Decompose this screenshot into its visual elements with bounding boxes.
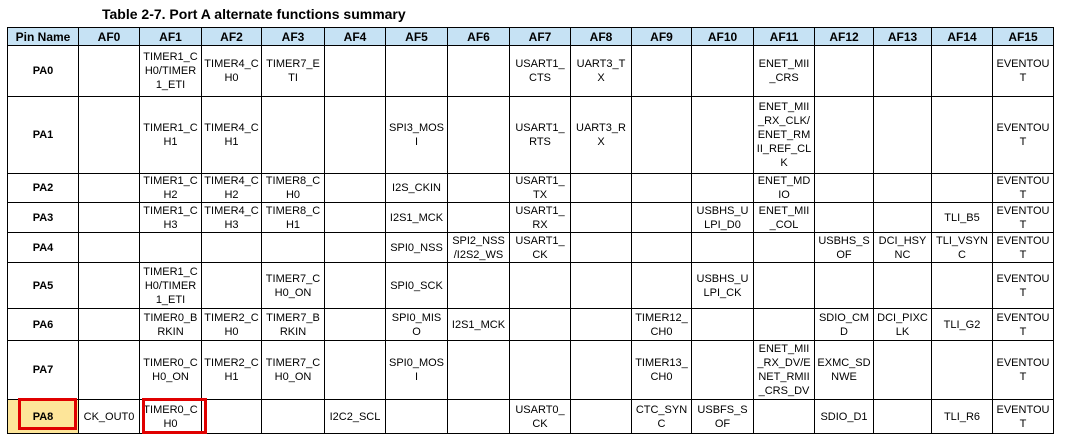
pa8-pin-highlight	[18, 398, 77, 430]
af-cell-text: ENET_MII _RX_DV/E NET_RMII _CRS_DV	[757, 343, 811, 397]
table-row	[8, 174, 1054, 203]
af-cell	[510, 233, 571, 263]
af-cell	[932, 46, 993, 97]
af-cell-text: EVENTOU T	[996, 357, 1050, 383]
af-cell	[993, 263, 1054, 309]
af-cell-text: EVENTOU T	[996, 234, 1050, 261]
af-cell	[448, 309, 510, 341]
af-cell	[571, 309, 632, 341]
af-cell	[632, 174, 692, 203]
af-cell	[325, 309, 386, 341]
af-cell-text: TIMER2_C H1	[204, 357, 259, 383]
af-cell	[993, 341, 1054, 400]
af-cell	[140, 97, 202, 174]
af-cell-text: USBHS_S OF	[818, 234, 870, 261]
af-cell	[993, 309, 1054, 341]
af-cell-text: TIMER0_C H0_ON	[143, 357, 198, 383]
af-cell-text: USART1_ RX	[515, 204, 565, 231]
af-cell-text: TIMER8_C H0	[265, 175, 321, 201]
af-cell	[140, 46, 202, 97]
af-cell	[79, 309, 140, 341]
af-cell	[386, 263, 448, 309]
af-cell	[325, 400, 386, 434]
pin-name-cell: PA3	[8, 203, 79, 233]
af-cell-text: TIMER12_ CH0	[635, 311, 688, 338]
af-cell	[692, 400, 754, 434]
af-cell-text: SPI0_NSS	[390, 241, 443, 254]
af-cell-text: I2S1_MCK	[389, 211, 444, 224]
af-cell-text: I2C2_SCL	[329, 410, 381, 423]
af-cell-text: USART1_ CTS	[515, 58, 565, 84]
af-cell	[692, 97, 754, 174]
af-cell-text: EVENTOU T	[996, 403, 1050, 430]
af-cell	[202, 263, 262, 309]
af-cell	[815, 174, 874, 203]
af-cell	[386, 46, 448, 97]
af-cell	[140, 263, 202, 309]
column-header-af10: AF10	[692, 28, 754, 46]
af-cell-text: EVENTOU T	[996, 175, 1050, 201]
af-cell-text: USART1_ RTS	[515, 122, 565, 148]
af-cell	[932, 309, 993, 341]
af-cell	[571, 203, 632, 233]
af-cell-text: TIMER7_B RKIN	[266, 311, 320, 338]
af-cell-text: TIMER4_C H0	[204, 58, 259, 84]
af-cell-text: UART3_T X	[576, 58, 626, 84]
af-cell	[202, 174, 262, 203]
af-cell-text: EXMC_SD NWE	[817, 357, 871, 383]
af-cell-text: DCI_HSY NC	[878, 234, 927, 261]
af-cell	[386, 203, 448, 233]
af-cell-text: TIMER0_B RKIN	[143, 311, 198, 338]
af-cell-text: TIMER1_C H3	[143, 204, 198, 231]
af-cell-text: TIMER0_C H0	[143, 403, 198, 430]
af-cell-text: TIMER1_C H0/TIMER 1_ETI	[143, 51, 198, 91]
af-cell	[202, 97, 262, 174]
af-cell-text: I2S_CKIN	[392, 182, 441, 194]
af-cell	[932, 263, 993, 309]
af-cell-text: TIMER1_C H0/TIMER 1_ETI	[143, 265, 198, 306]
af-cell	[79, 341, 140, 400]
af-cell	[262, 309, 325, 341]
af-cell-text: USART1_ TX	[515, 175, 565, 201]
column-header-af15: AF15	[993, 28, 1054, 46]
af-cell	[754, 174, 815, 203]
af-cell-text: USBHS_U LPI_CK	[696, 272, 749, 299]
af-cell	[571, 263, 632, 309]
af-cell-text: TLI_VSYN C	[936, 234, 988, 261]
af-cell-text: ENET_MII _CRS	[758, 58, 810, 84]
af-cell-text: ENET_MII _RX_CLK/ ENET_RM II_REF_CL K	[756, 101, 812, 169]
column-header-af0: AF0	[79, 28, 140, 46]
af-cell	[571, 341, 632, 400]
af-cell-text: EVENTOU T	[996, 311, 1050, 338]
af-cell	[754, 97, 815, 174]
table-caption: Table 2-7. Port A alternate functions summary	[102, 6, 406, 22]
af-cell	[386, 400, 448, 434]
af-cell-text: SPI0_MOS I	[388, 357, 445, 383]
af-cell	[874, 174, 932, 203]
af-cell	[874, 97, 932, 174]
af-cell-text: EVENTOU T	[996, 58, 1050, 84]
alternate-functions-table	[7, 27, 1054, 434]
af-cell	[632, 233, 692, 263]
af-cell	[754, 233, 815, 263]
af-cell	[993, 46, 1054, 97]
column-header-pin-name: Pin Name	[8, 28, 79, 46]
af-cell	[632, 309, 692, 341]
pin-name-cell: PA8	[8, 400, 79, 434]
af-cell	[692, 203, 754, 233]
af-cell	[79, 174, 140, 203]
af-cell-text: TLI_R6	[943, 410, 981, 423]
af-cell	[202, 341, 262, 400]
af-cell	[754, 203, 815, 233]
af-cell	[202, 309, 262, 341]
af-cell	[815, 203, 874, 233]
af-cell	[632, 263, 692, 309]
af-cell	[386, 97, 448, 174]
af-cell-text: TIMER1_C H1	[143, 122, 198, 148]
af-cell-text: TIMER13_ CH0	[635, 357, 688, 383]
column-header-af9: AF9	[632, 28, 692, 46]
af-cell	[325, 341, 386, 400]
af-cell	[692, 341, 754, 400]
af-cell-text: SPI2_NSS /I2S2_WS	[452, 234, 505, 261]
af-cell	[325, 46, 386, 97]
af-cell	[79, 233, 140, 263]
af-cell	[993, 174, 1054, 203]
af-cell	[448, 263, 510, 309]
af-cell-text: TIMER4_C H2	[204, 175, 259, 201]
af-cell	[448, 233, 510, 263]
af-cell-text: SDIO_CM D	[818, 311, 870, 338]
af-cell-text: ENET_MII _COL	[758, 204, 810, 231]
column-header-af3: AF3	[262, 28, 325, 46]
af-cell	[79, 400, 140, 434]
af-cell	[510, 174, 571, 203]
af-cell	[692, 263, 754, 309]
af-cell	[202, 400, 262, 434]
pin-name-cell: PA1	[8, 97, 79, 174]
af-cell	[140, 203, 202, 233]
af-cell-text: ENET_MD IO	[757, 175, 811, 201]
af-cell	[262, 203, 325, 233]
pin-name-cell: PA7	[8, 341, 79, 400]
af-cell	[993, 400, 1054, 434]
af-cell	[510, 263, 571, 309]
af-cell	[874, 203, 932, 233]
af-cell	[325, 174, 386, 203]
af-cell	[448, 97, 510, 174]
table-row	[8, 341, 1054, 400]
af-cell-text: TIMER7_C H0_ON	[265, 272, 321, 299]
af-cell-text: CK_OUT0	[83, 410, 135, 423]
af-cell	[874, 263, 932, 309]
af-cell-text: EVENTOU T	[996, 122, 1050, 148]
af-cell	[448, 400, 510, 434]
af-cell	[754, 400, 815, 434]
af-cell	[932, 400, 993, 434]
af-cell	[874, 341, 932, 400]
column-header-af4: AF4	[325, 28, 386, 46]
af-cell	[325, 97, 386, 174]
pa8-af1-highlight	[142, 398, 207, 434]
af-cell	[510, 400, 571, 434]
column-header-af1: AF1	[140, 28, 202, 46]
af-cell-text: TLI_G2	[943, 318, 981, 331]
af-cell	[815, 233, 874, 263]
af-cell-text: I2S1_MCK	[451, 318, 506, 331]
af-cell	[874, 46, 932, 97]
af-cell	[79, 46, 140, 97]
af-cell	[202, 46, 262, 97]
af-cell	[510, 341, 571, 400]
af-cell	[510, 97, 571, 174]
af-cell	[386, 309, 448, 341]
af-cell	[692, 309, 754, 341]
af-cell	[202, 203, 262, 233]
af-cell-text: TIMER7_E TI	[266, 58, 320, 84]
af-cell	[140, 233, 202, 263]
af-cell	[754, 46, 815, 97]
af-cell	[754, 263, 815, 309]
af-cell	[325, 233, 386, 263]
af-cell-text: UART3_R X	[576, 122, 626, 148]
af-cell	[815, 46, 874, 97]
af-cell	[754, 309, 815, 341]
af-cell-text: TIMER1_C H2	[143, 175, 198, 201]
af-cell	[448, 203, 510, 233]
af-cell	[79, 203, 140, 233]
table-row	[8, 309, 1054, 341]
af-cell	[932, 341, 993, 400]
af-cell	[932, 97, 993, 174]
af-cell	[692, 233, 754, 263]
af-cell	[932, 174, 993, 203]
pin-name-cell: PA5	[8, 263, 79, 309]
column-header-af13: AF13	[874, 28, 932, 46]
af-cell	[571, 174, 632, 203]
column-header-af7: AF7	[510, 28, 571, 46]
af-cell	[262, 341, 325, 400]
af-cell-text: TIMER2_C H0	[204, 311, 259, 338]
af-cell-text: EVENTOU T	[996, 204, 1050, 231]
af-cell	[571, 400, 632, 434]
af-cell	[325, 263, 386, 309]
af-cell	[874, 233, 932, 263]
af-cell	[202, 233, 262, 263]
af-cell	[79, 263, 140, 309]
af-cell-text: DCI_PIXC LK	[877, 311, 928, 338]
af-cell-text: TIMER4_C H1	[204, 122, 259, 148]
af-cell	[448, 341, 510, 400]
af-cell-text: TIMER8_C H1	[265, 204, 321, 231]
af-cell	[386, 341, 448, 400]
af-cell	[932, 203, 993, 233]
af-cell	[571, 46, 632, 97]
af-cell	[79, 97, 140, 174]
pin-name-cell: PA6	[8, 309, 79, 341]
af-cell	[632, 203, 692, 233]
af-cell	[140, 174, 202, 203]
af-cell-text: SPI0_SCK	[390, 279, 443, 292]
af-cell-text: TLI_B5	[944, 211, 980, 224]
af-cell	[815, 309, 874, 341]
af-cell	[993, 203, 1054, 233]
af-cell	[510, 46, 571, 97]
af-cell	[571, 233, 632, 263]
af-cell	[874, 400, 932, 434]
pin-name-cell: PA4	[8, 233, 79, 263]
table-row	[8, 233, 1054, 263]
af-cell	[692, 174, 754, 203]
table-row	[8, 203, 1054, 233]
af-cell	[140, 341, 202, 400]
af-cell-text: CTC_SYN C	[635, 403, 688, 430]
af-cell	[993, 233, 1054, 263]
af-cell	[815, 400, 874, 434]
af-cell	[262, 400, 325, 434]
af-cell	[932, 233, 993, 263]
af-cell	[754, 341, 815, 400]
table-row	[8, 263, 1054, 309]
af-cell	[140, 309, 202, 341]
af-cell	[510, 203, 571, 233]
af-cell	[815, 97, 874, 174]
af-cell-text: USART0_ CK	[515, 403, 565, 430]
af-cell	[815, 263, 874, 309]
column-header-af12: AF12	[815, 28, 874, 46]
af-cell-text: SDIO_D1	[820, 410, 868, 423]
af-cell	[262, 46, 325, 97]
af-cell	[692, 46, 754, 97]
table-row	[8, 46, 1054, 97]
af-cell	[874, 309, 932, 341]
af-cell	[632, 400, 692, 434]
column-header-af2: AF2	[202, 28, 262, 46]
af-cell	[262, 174, 325, 203]
column-header-af8: AF8	[571, 28, 632, 46]
header-row	[8, 28, 1054, 46]
af-cell-text: TIMER7_C H0_ON	[265, 357, 321, 383]
column-header-af11: AF11	[754, 28, 815, 46]
af-cell	[632, 341, 692, 400]
pin-name-cell: PA0	[8, 46, 79, 97]
af-cell	[262, 263, 325, 309]
af-cell	[448, 174, 510, 203]
af-cell-text: USBHS_U LPI_D0	[696, 204, 749, 231]
af-cell	[386, 174, 448, 203]
pin-name-cell: PA2	[8, 174, 79, 203]
af-cell	[325, 203, 386, 233]
af-cell	[571, 97, 632, 174]
column-header-af6: AF6	[448, 28, 510, 46]
af-cell	[448, 46, 510, 97]
af-cell-text: USBFS_S OF	[697, 403, 748, 430]
table-row	[8, 97, 1054, 174]
column-header-af14: AF14	[932, 28, 993, 46]
af-cell-text: EVENTOU T	[996, 272, 1050, 299]
af-cell	[510, 309, 571, 341]
af-cell	[262, 233, 325, 263]
af-cell-text: USART1_ CK	[515, 234, 565, 261]
af-cell-text: TIMER4_C H3	[204, 204, 259, 231]
af-cell	[815, 341, 874, 400]
af-cell	[993, 97, 1054, 174]
af-cell	[632, 97, 692, 174]
af-cell	[262, 97, 325, 174]
af-cell	[632, 46, 692, 97]
af-cell-text: SPI3_MOS I	[388, 122, 445, 148]
af-cell	[386, 233, 448, 263]
af-cell-text: SPI0_MIS O	[391, 311, 442, 338]
column-header-af5: AF5	[386, 28, 448, 46]
